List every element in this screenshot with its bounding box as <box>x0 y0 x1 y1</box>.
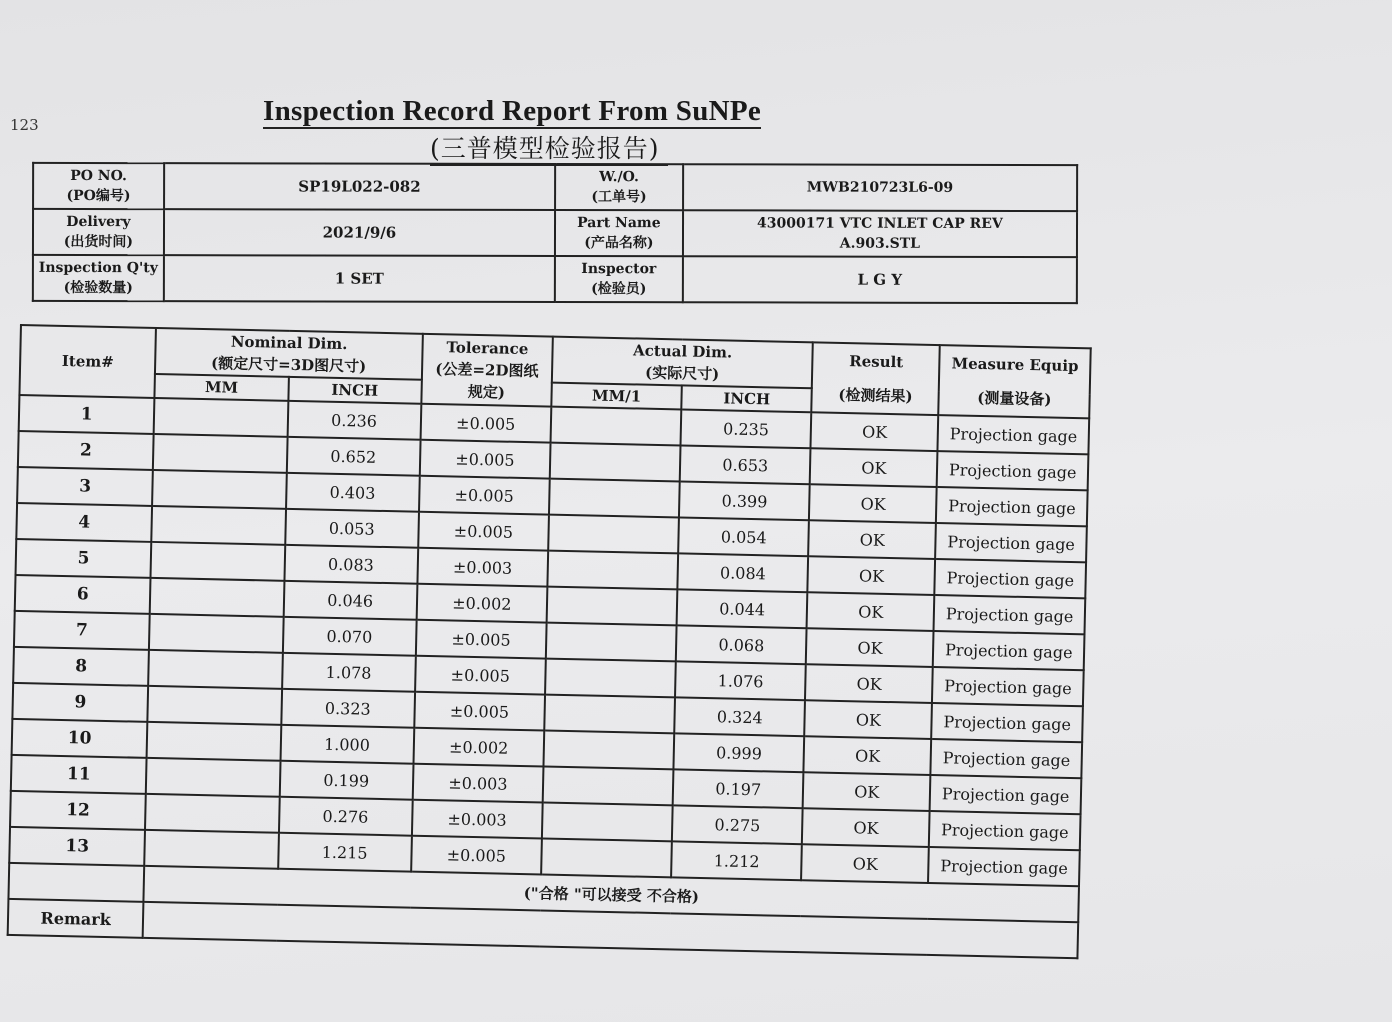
nominal-mm-cell <box>148 686 282 725</box>
equip-cell: Projection gage <box>937 451 1088 490</box>
actual-mm-cell <box>548 515 679 554</box>
inspector-label-cell <box>555 256 683 302</box>
item-cell: 2 <box>18 431 154 470</box>
col-actual-mm: MM/1 <box>551 383 682 410</box>
inspector-label-cn: (检验员) <box>591 281 647 298</box>
tolerance-cell: ±0.005 <box>420 404 551 443</box>
col-result-cn: (检测结果) <box>838 385 913 406</box>
item-cell: 13 <box>9 827 145 866</box>
nominal-inch-cell: 0.236 <box>287 401 421 440</box>
nominal-inch-cell: 0.083 <box>284 545 418 584</box>
result-cell: OK <box>807 592 935 631</box>
nominal-inch-cell: 0.046 <box>283 581 417 620</box>
nominal-inch-cell: 0.070 <box>282 617 416 656</box>
result-cell: OK <box>808 520 936 559</box>
equip-cell: Projection gage <box>933 631 1084 670</box>
actual-inch-cell: 0.054 <box>678 517 809 556</box>
tolerance-cell: ±0.005 <box>414 692 545 731</box>
equip-cell: Projection gage <box>938 415 1089 454</box>
result-cell: OK <box>802 808 930 847</box>
nominal-mm-cell <box>149 614 283 653</box>
col-nominal-en: Nominal Dim. <box>230 332 348 354</box>
item-cell: 12 <box>10 791 146 830</box>
header-row-delivery <box>33 209 1077 257</box>
item-cell: 10 <box>12 719 148 758</box>
header-row-qty <box>33 255 1077 303</box>
result-cell: OK <box>804 700 932 739</box>
nominal-mm-cell <box>148 650 282 689</box>
actual-mm-cell <box>542 803 673 842</box>
equip-cell: Projection gage <box>935 559 1086 598</box>
actual-mm-cell <box>543 767 674 806</box>
wo-label-cn: (工单号) <box>591 189 647 206</box>
actual-mm-cell <box>550 407 681 446</box>
wo-label-cell <box>555 164 683 210</box>
po-value: SP19L022-082 <box>164 163 555 210</box>
tolerance-cell: ±0.005 <box>415 656 546 695</box>
tolerance-cell: ±0.002 <box>413 728 544 767</box>
equip-cell: Projection gage <box>936 487 1087 526</box>
qty-label-cn: (检验数量) <box>63 279 133 297</box>
equip-cell: Projection gage <box>934 595 1085 634</box>
wo-value: MWB210723L6-09 <box>683 164 1077 211</box>
result-cell: OK <box>805 664 933 703</box>
col-tolerance-cn-2: 规定) <box>467 382 506 402</box>
qty-label-cell <box>33 255 164 301</box>
col-nominal <box>155 328 422 380</box>
actual-inch-cell: 1.212 <box>671 841 802 880</box>
actual-inch-cell: 0.324 <box>674 697 805 736</box>
actual-inch-cell: 0.235 <box>681 409 812 448</box>
nominal-mm-cell <box>146 758 280 797</box>
actual-mm-cell <box>541 839 672 878</box>
item-cell: 5 <box>16 539 152 578</box>
legend-blank-cell <box>8 863 144 902</box>
nominal-mm-cell <box>147 722 281 761</box>
tolerance-cell: ±0.005 <box>416 620 547 659</box>
nominal-inch-cell: 0.652 <box>286 437 420 476</box>
table-body <box>9 395 1089 886</box>
wo-label: W./O. <box>599 169 639 186</box>
col-equip-cn: (测量设备) <box>977 388 1052 409</box>
result-cell: OK <box>803 772 931 811</box>
item-cell: 1 <box>19 395 155 434</box>
col-equip-en: Measure Equip <box>951 354 1079 376</box>
actual-mm-cell <box>543 731 674 770</box>
item-cell: 6 <box>15 575 151 614</box>
delivery-label-cn: (出货时间) <box>63 233 134 251</box>
nominal-mm-cell <box>150 578 284 617</box>
item-cell: 4 <box>16 503 152 542</box>
part-value-line2: A.903.STL <box>839 235 920 252</box>
col-actual-en: Actual Dim. <box>632 341 733 362</box>
actual-inch-cell: 0.399 <box>679 481 810 520</box>
tolerance-cell: ±0.003 <box>412 764 543 803</box>
col-nominal-mm: MM <box>155 374 289 401</box>
tolerance-cell: ±0.003 <box>417 548 548 587</box>
delivery-label-cell <box>33 209 164 255</box>
actual-inch-cell: 0.197 <box>673 769 804 808</box>
result-cell: OK <box>808 556 936 595</box>
actual-inch-cell: 0.084 <box>677 553 808 592</box>
result-cell: OK <box>811 412 939 451</box>
nominal-inch-cell: 0.199 <box>279 761 413 800</box>
col-item: Item# <box>19 325 156 398</box>
nominal-inch-cell: 1.078 <box>282 653 416 692</box>
inspection-table <box>7 324 1092 959</box>
col-result-en: Result <box>849 352 904 372</box>
delivery-label: Delivery <box>66 213 131 231</box>
tolerance-cell: ±0.003 <box>412 800 543 839</box>
item-cell: 3 <box>17 467 153 506</box>
inspector-label: Inspector <box>581 261 657 278</box>
equip-cell: Projection gage <box>936 523 1087 562</box>
col-actual-cn: (实际尺寸) <box>644 363 720 384</box>
tolerance-cell: ±0.005 <box>411 836 542 875</box>
nominal-mm-cell <box>153 434 287 473</box>
result-cell: OK <box>804 736 932 775</box>
actual-mm-cell <box>544 695 675 734</box>
po-label: PO NO. <box>70 167 127 185</box>
actual-mm-cell <box>547 587 678 626</box>
col-actual-inch: INCH <box>681 385 812 412</box>
equip-cell: Projection gage <box>929 811 1080 850</box>
nominal-inch-cell: 1.000 <box>280 725 414 764</box>
po-label-cell <box>33 163 164 209</box>
part-label-cell <box>555 210 683 256</box>
actual-inch-cell: 0.068 <box>676 625 807 664</box>
actual-mm-cell <box>549 479 680 518</box>
tolerance-cell: ±0.005 <box>418 512 549 551</box>
col-tolerance <box>421 334 553 407</box>
nominal-mm-cell <box>152 470 286 509</box>
equip-cell: Projection gage <box>932 667 1083 706</box>
tolerance-cell: ±0.002 <box>416 584 547 623</box>
col-equip <box>939 345 1091 418</box>
header-row-po <box>33 163 1077 211</box>
item-cell: 8 <box>13 647 149 686</box>
col-nominal-inch: INCH <box>288 377 422 404</box>
col-tolerance-cn-1: (公差=2D图纸 <box>435 360 539 381</box>
actual-inch-cell: 0.999 <box>674 733 805 772</box>
item-cell: 7 <box>14 611 150 650</box>
actual-inch-cell: 0.275 <box>672 805 803 844</box>
qty-label: Inspection Q'ty <box>38 259 158 277</box>
actual-mm-cell <box>550 443 681 482</box>
result-cell: OK <box>809 484 937 523</box>
nominal-mm-cell <box>145 794 279 833</box>
tolerance-cell: ±0.005 <box>419 476 550 515</box>
col-actual <box>552 337 813 389</box>
po-label-cn: (PO编号) <box>66 187 131 205</box>
nominal-inch-cell: 0.323 <box>281 689 415 728</box>
col-result <box>812 342 941 415</box>
page-marker: 123 <box>10 116 39 134</box>
header-table <box>32 162 1078 304</box>
part-label-cn: (产品名称) <box>584 235 654 252</box>
result-cell: OK <box>801 844 929 883</box>
actual-mm-cell <box>545 659 676 698</box>
part-label: Part Name <box>577 215 661 232</box>
actual-inch-cell: 0.044 <box>677 589 808 628</box>
nominal-inch-cell: 1.215 <box>278 833 412 872</box>
report-subtitle: (三普模型检验报告) <box>430 134 668 166</box>
report-title: Inspection Record Report From SuNPe <box>263 95 762 127</box>
nominal-inch-cell: 0.276 <box>278 797 412 836</box>
nominal-mm-cell <box>152 506 286 545</box>
nominal-inch-cell: 0.403 <box>286 473 420 512</box>
equip-cell: Projection gage <box>930 775 1081 814</box>
actual-mm-cell <box>547 551 678 590</box>
nominal-mm-cell <box>154 398 288 437</box>
nominal-inch-cell: 0.053 <box>285 509 419 548</box>
item-cell: 9 <box>12 683 148 722</box>
equip-cell: Projection gage <box>932 703 1083 742</box>
part-value-cell <box>683 210 1077 257</box>
col-tolerance-en: Tolerance <box>446 338 529 359</box>
col-nominal-cn: (额定尺寸=3D图尺寸) <box>210 354 367 376</box>
remark-label: Remark <box>8 899 144 938</box>
result-cell: OK <box>810 448 938 487</box>
actual-inch-cell: 0.653 <box>680 445 811 484</box>
tolerance-cell: ±0.005 <box>420 440 551 479</box>
nominal-mm-cell <box>151 542 285 581</box>
nominal-mm-cell <box>144 830 278 869</box>
item-cell: 11 <box>11 755 147 794</box>
legend-text: ("合格 "可以接受 不合格) <box>144 866 1079 922</box>
result-cell: OK <box>806 628 934 667</box>
actual-inch-cell: 1.076 <box>675 661 806 700</box>
equip-cell: Projection gage <box>931 739 1082 778</box>
equip-cell: Projection gage <box>928 847 1079 886</box>
delivery-value: 2021/9/6 <box>164 209 555 256</box>
inspector-value: L G Y <box>683 256 1077 303</box>
part-value-line1: 43000171 VTC INLET CAP REV <box>756 215 1003 232</box>
actual-mm-cell <box>546 623 677 662</box>
qty-value: 1 SET <box>164 255 555 302</box>
